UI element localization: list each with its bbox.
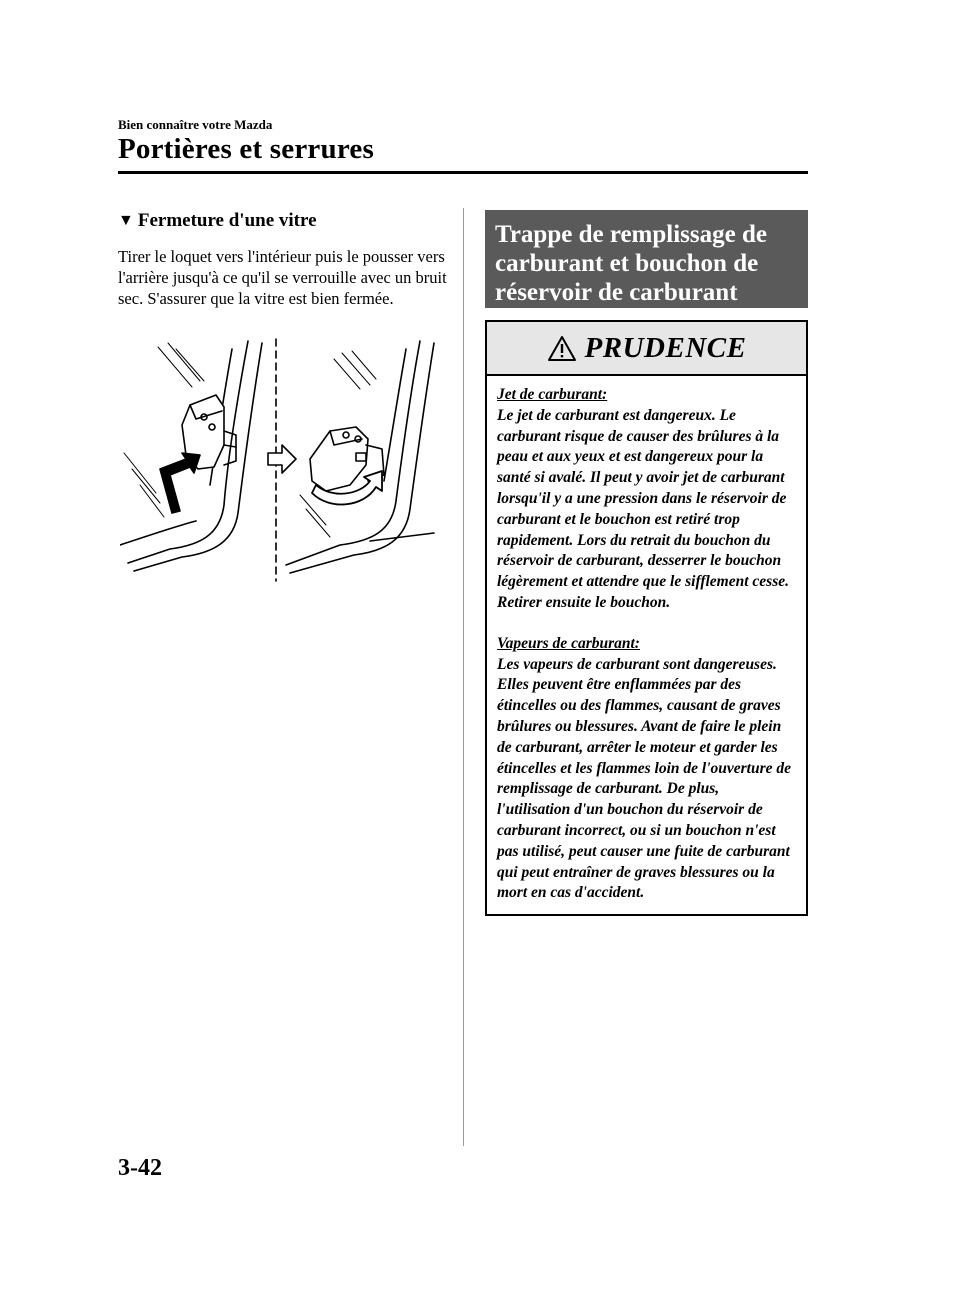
left-column	[118, 210, 448, 309]
caution-header	[487, 322, 806, 376]
caution-box	[485, 320, 808, 916]
caution-body	[487, 376, 806, 914]
subsection-heading-text: Fermeture d'une vitre	[137, 210, 317, 231]
subsection-heading	[118, 210, 448, 232]
page-number: 3-42	[118, 1155, 162, 1181]
chapter-label: Bien connaître votre Mazda	[118, 117, 273, 132]
pull-arrow-icon	[160, 453, 200, 513]
instruction-text: Tirer le loquet vers l'intérieur puis le pousser vers l'arrière jusqu'à ce qu'il se verrouille avec un bruit sec. S'assurer que la vitre est bien fermée.	[118, 247, 447, 308]
column-divider	[463, 208, 464, 1146]
warning-heading-fuel-spray: Jet de carburant:	[497, 386, 608, 403]
warning-heading-fuel-vapor: Vapeurs de carburant:	[497, 634, 640, 652]
warning-text-fuel-vapor: Les vapeurs de carburant sont dangereuses. Elles peuvent être enflammées par des étincelles ou des flammes, causant de graves brûlures ou blessures. Avant de faire le plein de carburant, arrêter le moteur et garder les étincelles et les flammes loin de l'ouverture de remplissage de carburant. De plus, l'utilisation d'un bouchon du réservoir de carburant incorrect, ou si un bouchon n'est pas utilisé, peut causer une fuite de carburant qui peut entraîner de graves blessures ou la mort en cas d'accident.	[497, 655, 792, 902]
caution-title: PRUDENCE	[584, 331, 747, 364]
window-latch-illustration	[120, 335, 440, 585]
right-column	[485, 210, 808, 916]
section-title: Portières et serrures	[118, 133, 374, 165]
section-banner: Trappe de remplissage de carburant et bouchon de réservoir de carburant	[485, 210, 808, 308]
triangle-down-icon: ▼	[118, 212, 134, 229]
warning-text-fuel-spray: Le jet de carburant est dangereux. Le carburant risque de causer des brûlures à la peau et aux yeux et est dangereux pour la santé si avalé. Il peut y avoir jet de carburant lorsqu'il y a une pression dans le réservoir de carburant et le bouchon est retiré trop rapidement. Lors du retrait du bouchon du réservoir de carburant, desserrer le bouchon légèrement et attendre que le sifflement cesse. Retirer ensuite le bouchon.	[497, 406, 789, 611]
header-rule	[118, 171, 808, 174]
transition-arrow-icon	[268, 445, 296, 473]
warning-triangle-icon	[547, 335, 577, 362]
